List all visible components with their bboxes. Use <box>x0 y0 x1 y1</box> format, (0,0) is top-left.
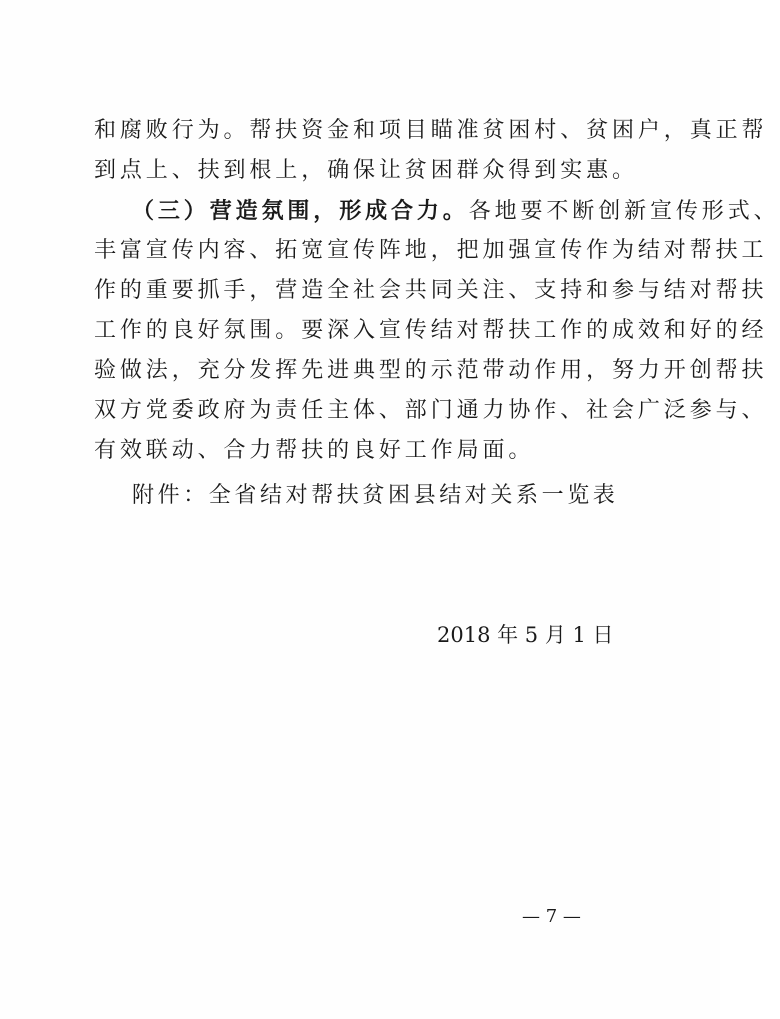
body-line-3: 各地要不断创新宣传形式、 <box>468 199 780 224</box>
body-line-1: 和腐败行为。帮扶资金和项目瞄准贫困村、贫困户，真正帮 <box>94 118 768 143</box>
attachment-note: 附件：全省结对帮扶贫困县结对关系一览表 <box>132 483 619 508</box>
page-number: — 7 — <box>522 906 581 927</box>
document-date: 2018 年 5 月 1 日 <box>437 623 614 647</box>
body-line-7: 验做法，充分发挥先进典型的示范带动作用，努力开创帮扶 <box>94 358 768 383</box>
body-line-2: 到点上、扶到根上，确保让贫困群众得到实惠。 <box>94 158 638 183</box>
body-line-8: 双方党委政府为责任主体、部门通力协作、社会广泛参与、 <box>94 398 768 423</box>
section-3-paragraph-start <box>132 198 780 225</box>
body-line-9: 有效联动、合力帮扶的良好工作局面。 <box>94 438 535 463</box>
section-heading: （三）营造氛围，形成合力。 <box>132 198 469 224</box>
body-line-4: 丰富宣传内容、拓宽宣传阵地，把加强宣传作为结对帮扶工 <box>94 238 768 263</box>
body-line-5: 作的重要抓手，营造全社会共同关注、支持和参与结对帮扶 <box>94 278 768 303</box>
body-line-6: 工作的良好氛围。要深入宣传结对帮扶工作的成效和好的经 <box>94 318 768 343</box>
